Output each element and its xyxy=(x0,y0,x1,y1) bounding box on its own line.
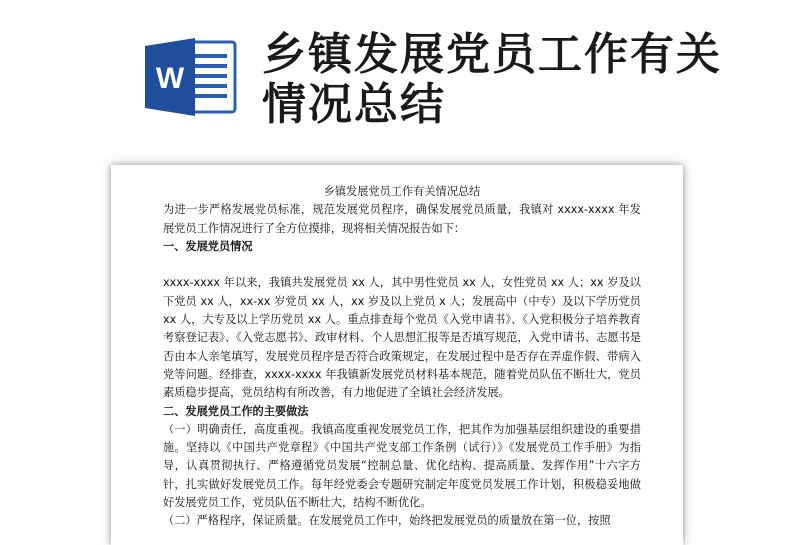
banner-title: 乡镇发展党员工作有关情况总结 xyxy=(262,29,722,130)
section1-paragraph: xxxx-xxxx 年以来，我镇共发展党员 xx 人，其中男性党员 xx 人，女性党员 xx 人；xx 岁及以下党员 xx 人，xx-xx 岁党员 xx 人，xx 岁及以上党员 x 人；发展高中（中专）及以下学历党员 xx 人，大专及以上学历党员 xx 人。重点排查每个党员《入党申请书》、《入党积极分子培养教育考察登记表》、《入党志愿书》、政审材料、个人思想汇报等是否填写规范，入党申请书、志愿书是否由本人亲笔填写，发展党员程序是否符合政策规定，在发展过程中是否存在弄虚作假、带病入党等问题。经排查，xxxx-xxxx 年我镇新发展党员材料基本规范，随着党员队伍不断壮大，党员素质稳步提高，党员结构有所改善，有力地促进了全镇社会经济发展。 xyxy=(163,276,641,400)
intro-paragraph: 为进一步严格发展党员标准，规范发展党员程序，确保发展党员质量，我镇对 xxxx-xxxx 年发展党员工作情况进行了全方位摸排，现将相关情况报告如下： xyxy=(163,203,641,235)
word-document-icon xyxy=(143,36,239,118)
section2-paragraph-1: （一）明确责任，高度重视。我镇高度重视发展党员工作，把其作为加强基层组织建设的重要措施。坚持以《中国共产党章程》《中国共产党支部工作条例（试行）》《发展党员工作手册》为指导，认真贯彻执行、严格遵循党员发展“控制总量、优化结构、提高质量、发挥作用”十六字方针，扎实做好发展党员工作。每年经党委会专题研究制定年度党员发展工作计划，积极稳妥地做好发展党员工作，党员队伍不断壮大，结构不断优化。 xyxy=(163,422,641,510)
blank-line xyxy=(163,256,641,274)
word-icon-letter: W xyxy=(155,62,185,95)
banner xyxy=(0,0,800,160)
section2-paragraph-2: （二）严格程序，保证质量。在发展党员工作中，始终把发展党员的质量放在第一位，按照 xyxy=(163,514,611,528)
document-page xyxy=(111,165,683,545)
section-heading-2: 二、发展党员工作的主要做法 xyxy=(163,404,309,418)
document-body xyxy=(163,183,641,531)
section-heading-1: 一、发展党员情况 xyxy=(163,239,253,253)
document-title: 乡镇发展党员工作有关情况总结 xyxy=(323,185,481,198)
